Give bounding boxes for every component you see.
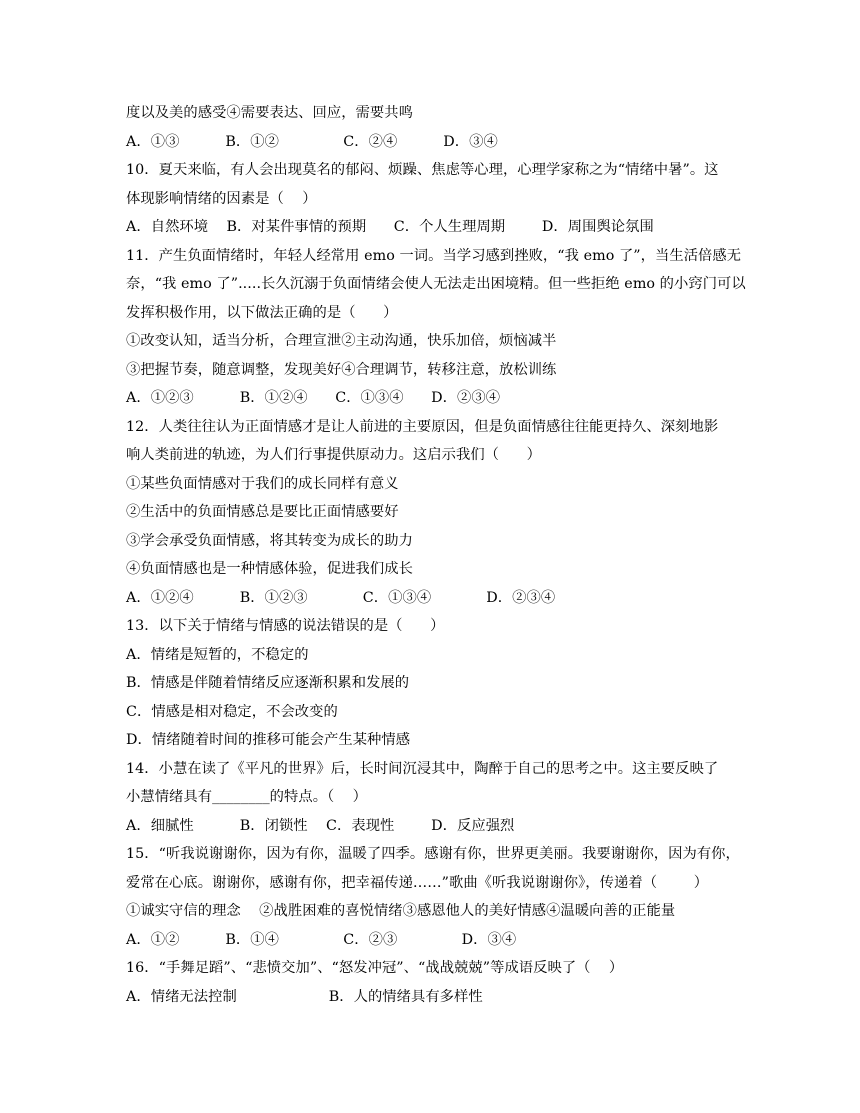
q15-options: A．①② B．①④ C．②③ D．③④ bbox=[126, 932, 517, 948]
q11-options: A．①②③ B．①②④ C．①③④ D．②③④ bbox=[126, 390, 501, 406]
q11-stem: 11．产生负面情绪时，年轻人经常用 emo 一词。当学习感到挫败，“我 emo 了”，当生活倍感无 bbox=[126, 248, 742, 264]
q13-stem: 13．以下关于情绪与情感的说法错误的是（ ） bbox=[126, 618, 445, 634]
q12-statement: ④负面情感也是一种情感体验，促进我们成长 bbox=[126, 561, 413, 577]
q15-stem: 15．“听我说谢谢你，因为有你，温暖了四季。感谢有你，世界更美丽。我要谢谢你，因为有你， bbox=[126, 846, 740, 862]
q14-stem-cont: 小慧情绪具有________的特点。（ ） bbox=[126, 789, 367, 805]
q13-option-a: A．情绪是短暂的，不稳定的 bbox=[126, 647, 309, 663]
q12-statement: ②生活中的负面情感总是要比正面情感要好 bbox=[126, 504, 399, 520]
q12-stem-cont: 响人类前进的轨迹，为人们行事提供原动力。这启示我们（ ） bbox=[126, 447, 541, 463]
q10-stem: 10．夏天来临，有人会出现莫名的郁闷、烦躁、焦虑等心理，心理学家称之为“情绪中暑”。这 bbox=[126, 162, 719, 178]
q13-option-c: C．情感是相对稳定，不会改变的 bbox=[126, 704, 338, 720]
text-line: 度以及美的感受④需要表达、回应，需要共鸣 bbox=[126, 105, 413, 121]
q11-stem-cont: 奈，“我 emo 了”.....长久沉溺于负面情绪会使人无法走出困境精。但一些拒绝 emo 的小窍门可以 bbox=[126, 276, 746, 292]
q11-stem-cont: 发挥积极作用，以下做法正确的是（ ） bbox=[126, 305, 398, 321]
q12-options: A．①②④ B．①②③ C．①③④ D．②③④ bbox=[126, 590, 556, 606]
q15-statements: ①诚实守信的理念 ②战胜困难的喜悦情绪③感恩他人的美好情感④温暖向善的正能量 bbox=[126, 903, 676, 919]
q11-statement: ③把握节奏，随意调整，发现美好④合理调节，转移注意，放松训练 bbox=[126, 362, 557, 378]
q12-statement: ①某些负面情感对于我们的成长同样有意义 bbox=[126, 476, 399, 492]
q16-options: A．情绪无法控制 B．人的情绪具有多样性 bbox=[126, 989, 483, 1005]
q13-option-b: B．情感是伴随着情绪反应逐渐积累和发展的 bbox=[126, 675, 410, 691]
q10-stem-cont: 体现影响情绪的因素是（ ） bbox=[126, 191, 317, 207]
q16-stem: 16．“手舞足蹈”、“悲愤交加”、“怒发冲冠”、“战战兢兢”等成语反映了（ ） bbox=[126, 960, 624, 976]
q12-stem: 12．人类往往认为正面情感才是让人前进的主要原因，但是负面情感往往能更持久、深刻地影 bbox=[126, 419, 719, 435]
q13-option-d: D．情绪随着时间的推移可能会产生某种情感 bbox=[126, 732, 411, 748]
q14-stem: 14．小慧在读了《平凡的世界》后，长时间沉浸其中，陶醉于自己的思考之中。这主要反映了 bbox=[126, 761, 719, 777]
q10-options: A．自然环境 B．对某件事情的预期 C．个人生理周期 D．周围舆论氛围 bbox=[126, 219, 654, 235]
q14-options: A．细腻性 B．闭锁性 C．表现性 D．反应强烈 bbox=[126, 818, 515, 834]
q11-statement: ①改变认知，适当分析，合理宣泄②主动沟通，快乐加倍，烦恼减半 bbox=[126, 333, 557, 349]
q12-statement: ③学会承受负面情感，将其转变为成长的助力 bbox=[126, 533, 413, 549]
q15-stem-cont: 爱常在心底。谢谢你，感谢有你，把幸福传递……”歌曲《听我说谢谢你》，传递着（ ） bbox=[126, 875, 709, 891]
q9-options: A．①③ B．①② C．②④ D．③④ bbox=[126, 134, 498, 150]
